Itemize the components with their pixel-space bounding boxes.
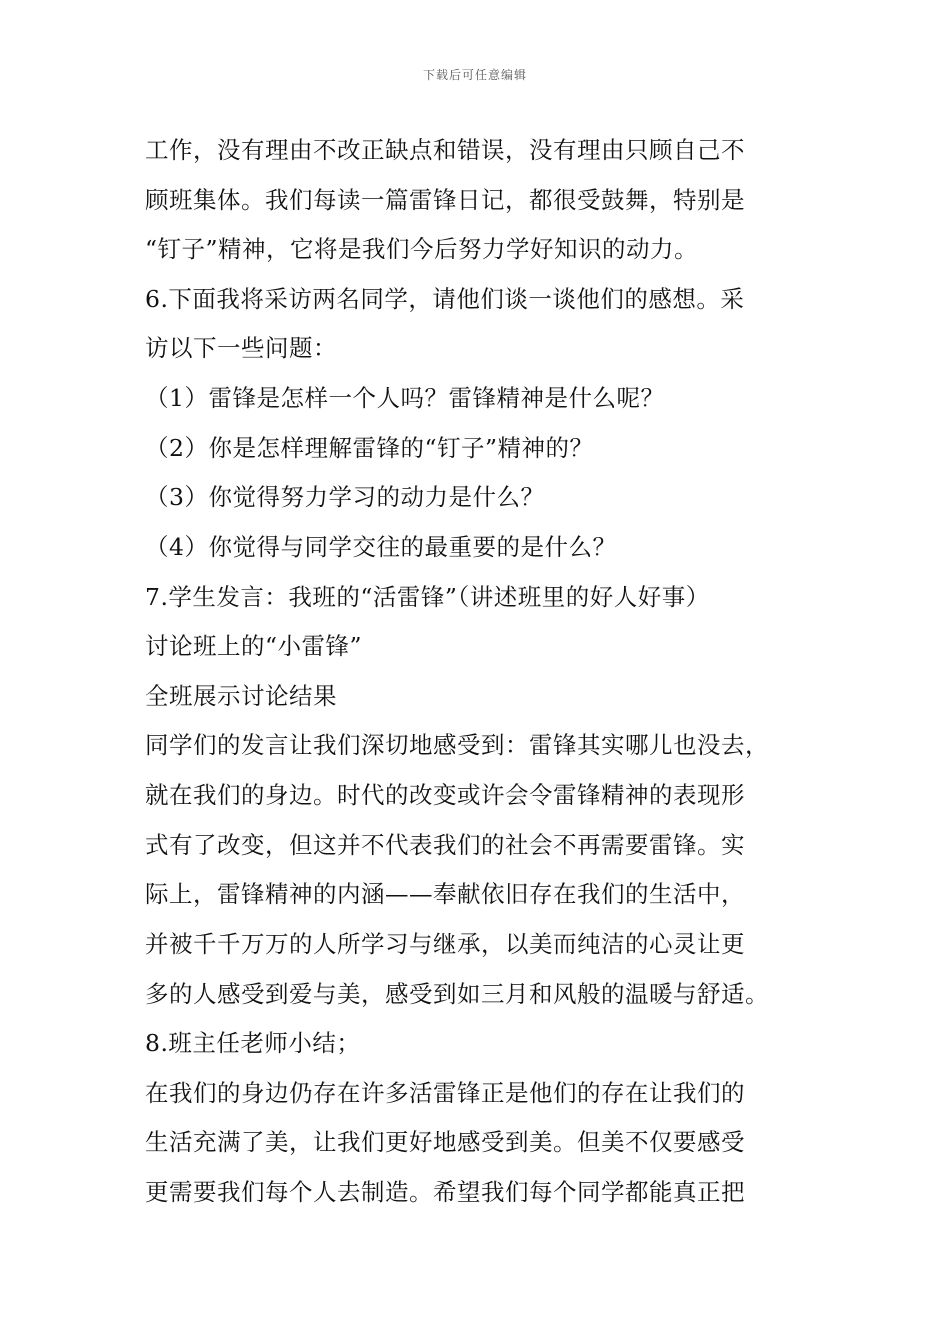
body-line: 顾班集体。我们每读一篇雷锋日记，都很受鼓舞，特别是 [145, 186, 745, 214]
body-line: （4）你觉得与同学交往的最重要的是什么？ [145, 533, 617, 561]
body-line: 工作，没有理由不改正缺点和错误，没有理由只顾自己不 [145, 136, 745, 164]
body-line: 就在我们的身边。时代的改变或许会令雷锋精神的表现形 [145, 781, 745, 809]
body-line: 8.班主任老师小结； [145, 1029, 361, 1057]
body-line: 生活充满了美，让我们更好地感受到美。但美不仅要感受 [145, 1128, 745, 1156]
body-line: 际上，雷锋精神的内涵——奉献依旧存在我们的生活中， [145, 880, 745, 908]
body-line: 全班展示讨论结果 [145, 682, 337, 710]
body-line: （2）你是怎样理解雷锋的“钉子”精神的？ [145, 434, 594, 462]
body-line: 更需要我们每个人去制造。希望我们每个同学都能真正把 [145, 1178, 745, 1206]
body-line: 在我们的身边仍存在许多活雷锋正是他们的存在让我们的 [145, 1079, 745, 1107]
page-header: 下载后可任意编辑 [422, 68, 527, 82]
body-line: “钉子”精神，它将是我们今后努力学好知识的动力。 [145, 235, 699, 263]
body-line: 讨论班上的“小雷锋” [145, 632, 363, 660]
body-line: 同学们的发言让我们深切地感受到：雷锋其实哪儿也没去， [145, 731, 769, 759]
body-line: 多的人感受到爱与美，感受到如三月和风般的温暖与舒适。 [145, 980, 769, 1008]
body-line: 式有了改变，但这并不代表我们的社会不再需要雷锋。实 [145, 831, 745, 859]
body-line: 并被千千万万的人所学习与继承，以美而纯洁的心灵让更 [145, 930, 745, 958]
body-line: 6.下面我将采访两名同学，请他们谈一谈他们的感想。采 [145, 285, 745, 313]
body-line: 访以下一些问题： [145, 334, 337, 362]
body-line: （3）你觉得努力学习的动力是什么？ [145, 483, 545, 511]
body-line: （1）雷锋是怎样一个人吗？雷锋精神是什么呢？ [145, 384, 665, 412]
body-line: 7.学生发言：我班的“活雷锋”（讲述班里的好人好事） [145, 583, 710, 611]
